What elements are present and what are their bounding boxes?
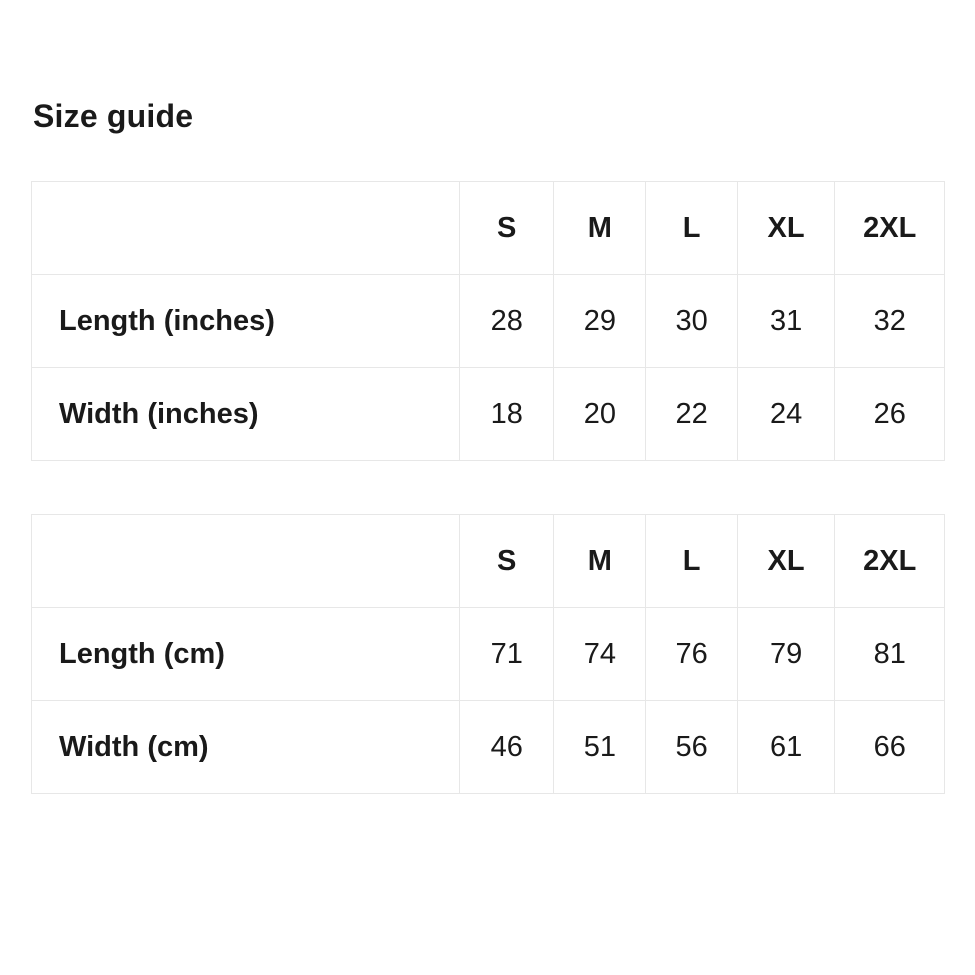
size-value: 71 (460, 608, 554, 701)
size-table-inches (31, 181, 945, 461)
size-table-cm (31, 514, 945, 794)
size-value: 32 (835, 275, 945, 368)
size-value: 61 (737, 701, 835, 794)
size-column-header-s: S (460, 515, 554, 608)
size-value: 81 (835, 608, 945, 701)
size-value: 79 (737, 608, 835, 701)
size-column-header-xl: XL (737, 182, 835, 275)
size-column-header-s: S (460, 182, 554, 275)
row-label: Width (cm) (32, 701, 460, 794)
size-value: 31 (737, 275, 835, 368)
size-value: 56 (646, 701, 737, 794)
size-value: 22 (646, 368, 737, 461)
row-label: Length (inches) (32, 275, 460, 368)
size-column-header-l: L (646, 182, 737, 275)
size-value: 30 (646, 275, 737, 368)
header-corner-cell (32, 515, 460, 608)
size-value: 74 (554, 608, 646, 701)
size-value: 76 (646, 608, 737, 701)
table-row-width-inches (32, 368, 945, 461)
size-column-header-2xl: 2XL (835, 182, 945, 275)
table-row-width-cm (32, 701, 945, 794)
page-title: Size guide (33, 98, 194, 134)
size-value: 46 (460, 701, 554, 794)
size-column-header-l: L (646, 515, 737, 608)
size-value: 51 (554, 701, 646, 794)
size-value: 20 (554, 368, 646, 461)
size-value: 66 (835, 701, 945, 794)
size-value: 18 (460, 368, 554, 461)
header-corner-cell (32, 182, 460, 275)
row-label: Width (inches) (32, 368, 460, 461)
size-value: 24 (737, 368, 835, 461)
row-label: Length (cm) (32, 608, 460, 701)
size-column-header-xl: XL (737, 515, 835, 608)
table-row-length-cm (32, 608, 945, 701)
table-row-length-inches (32, 275, 945, 368)
size-column-header-m: M (554, 515, 646, 608)
size-column-header-m: M (554, 182, 646, 275)
size-value: 28 (460, 275, 554, 368)
size-column-header-2xl: 2XL (835, 515, 945, 608)
size-value: 29 (554, 275, 646, 368)
header-row (32, 515, 945, 608)
header-row (32, 182, 945, 275)
size-value: 26 (835, 368, 945, 461)
